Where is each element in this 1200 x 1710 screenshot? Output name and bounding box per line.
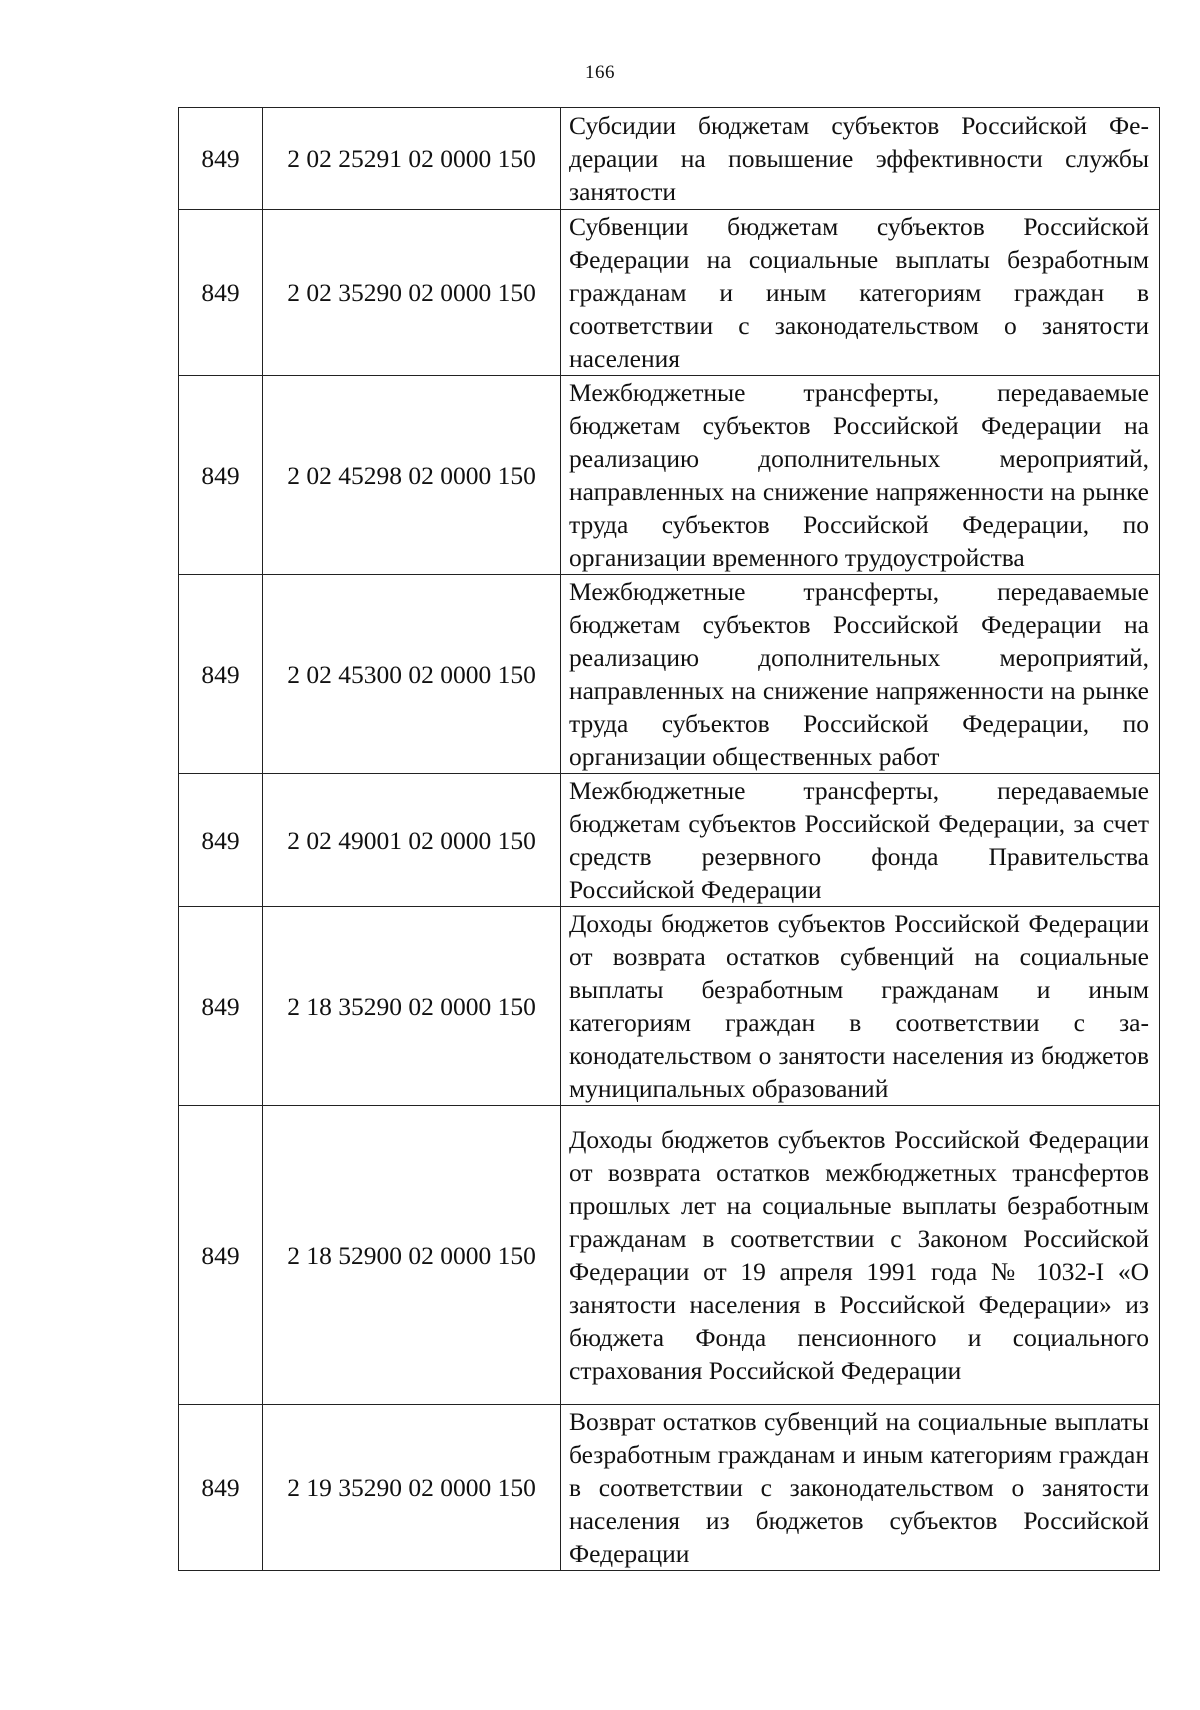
admin-code-cell: 849 (179, 774, 263, 907)
classification-code-cell: 2 18 35290 02 0000 150 (263, 907, 561, 1106)
table-row (179, 1106, 1160, 1405)
description-cell: Межбюджетные трансферты, передаваемые бюджетам субъектов Российской Федерации, за счет средств резервного фонда Правительства Российской Федерации (561, 774, 1160, 907)
description-cell: Субвенции бюджетам субъектов Российской Федерации на социальные выплаты безработным гражданам и иным категориям граждан в соответствии с законодательством о занятости населения (561, 210, 1160, 376)
admin-code-cell: 849 (179, 907, 263, 1106)
description-cell: Доходы бюджетов субъектов Российской Федерации от возврата остатков субвенций на социальные выплаты безработным гражданам и иным категориям граждан в соответствии с законодательством о занятости населения из бюджетов муниципальных образований (561, 907, 1160, 1106)
description-cell: Доходы бюджетов субъектов Российской Федерации от возврата остатков межбюджетных трансфертов прошлых лет на социальные выплаты безработным гражданам в соответствии с Законом Российской Федерации от 19 апреля 1991 года № 1032-I «О занятости населения в Российской Федерации» из бюджета Фонда пенсионного и социального страхования Российской Федерации (561, 1106, 1160, 1405)
description-cell: Межбюджетные трансферты, передаваемые бюджетам субъектов Российской Федерации на реализацию дополнительных мероприятий, направленных на снижение напряженности на рынке труда субъектов Российской Федерации, по организации временного трудоустройства (561, 376, 1160, 575)
table-row (179, 108, 1160, 210)
table-row (179, 376, 1160, 575)
description-cell: Субсидии бюджетам субъектов Российской Федерации на повышение эффективности службы занятости (561, 108, 1160, 210)
description-cell: Межбюджетные трансферты, передаваемые бюджетам субъектов Российской Федерации на реализацию дополнительных мероприятий, направленных на снижение напряженности на рынке труда субъектов Российской Федерации, по организации общественных работ (561, 575, 1160, 774)
description-cell: Возврат остатков субвенций на социальные выплаты безработным гражданам и иным категориям граждан в соответствии с законодательством о занятости населения из бюджетов субъектов Российской Федерации (561, 1405, 1160, 1571)
classification-code-cell: 2 02 49001 02 0000 150 (263, 774, 561, 907)
classification-code-cell: 2 02 45298 02 0000 150 (263, 376, 561, 575)
classification-code-cell: 2 18 52900 02 0000 150 (263, 1106, 561, 1405)
admin-code-cell: 849 (179, 210, 263, 376)
page-number: 166 (585, 62, 615, 83)
admin-code-cell: 849 (179, 1405, 263, 1571)
classification-code-cell: 2 19 35290 02 0000 150 (263, 1405, 561, 1571)
classification-code-cell: 2 02 45300 02 0000 150 (263, 575, 561, 774)
classification-code-cell: 2 02 35290 02 0000 150 (263, 210, 561, 376)
table-row (179, 210, 1160, 376)
admin-code-cell: 849 (179, 575, 263, 774)
admin-code-cell: 849 (179, 108, 263, 210)
table-row (179, 907, 1160, 1106)
table-row (179, 774, 1160, 907)
admin-code-cell: 849 (179, 376, 263, 575)
table-row (179, 575, 1160, 774)
table-row (179, 1405, 1160, 1571)
admin-code-cell: 849 (179, 1106, 263, 1405)
budget-codes-table (178, 107, 1160, 1571)
classification-code-cell: 2 02 25291 02 0000 150 (263, 108, 561, 210)
